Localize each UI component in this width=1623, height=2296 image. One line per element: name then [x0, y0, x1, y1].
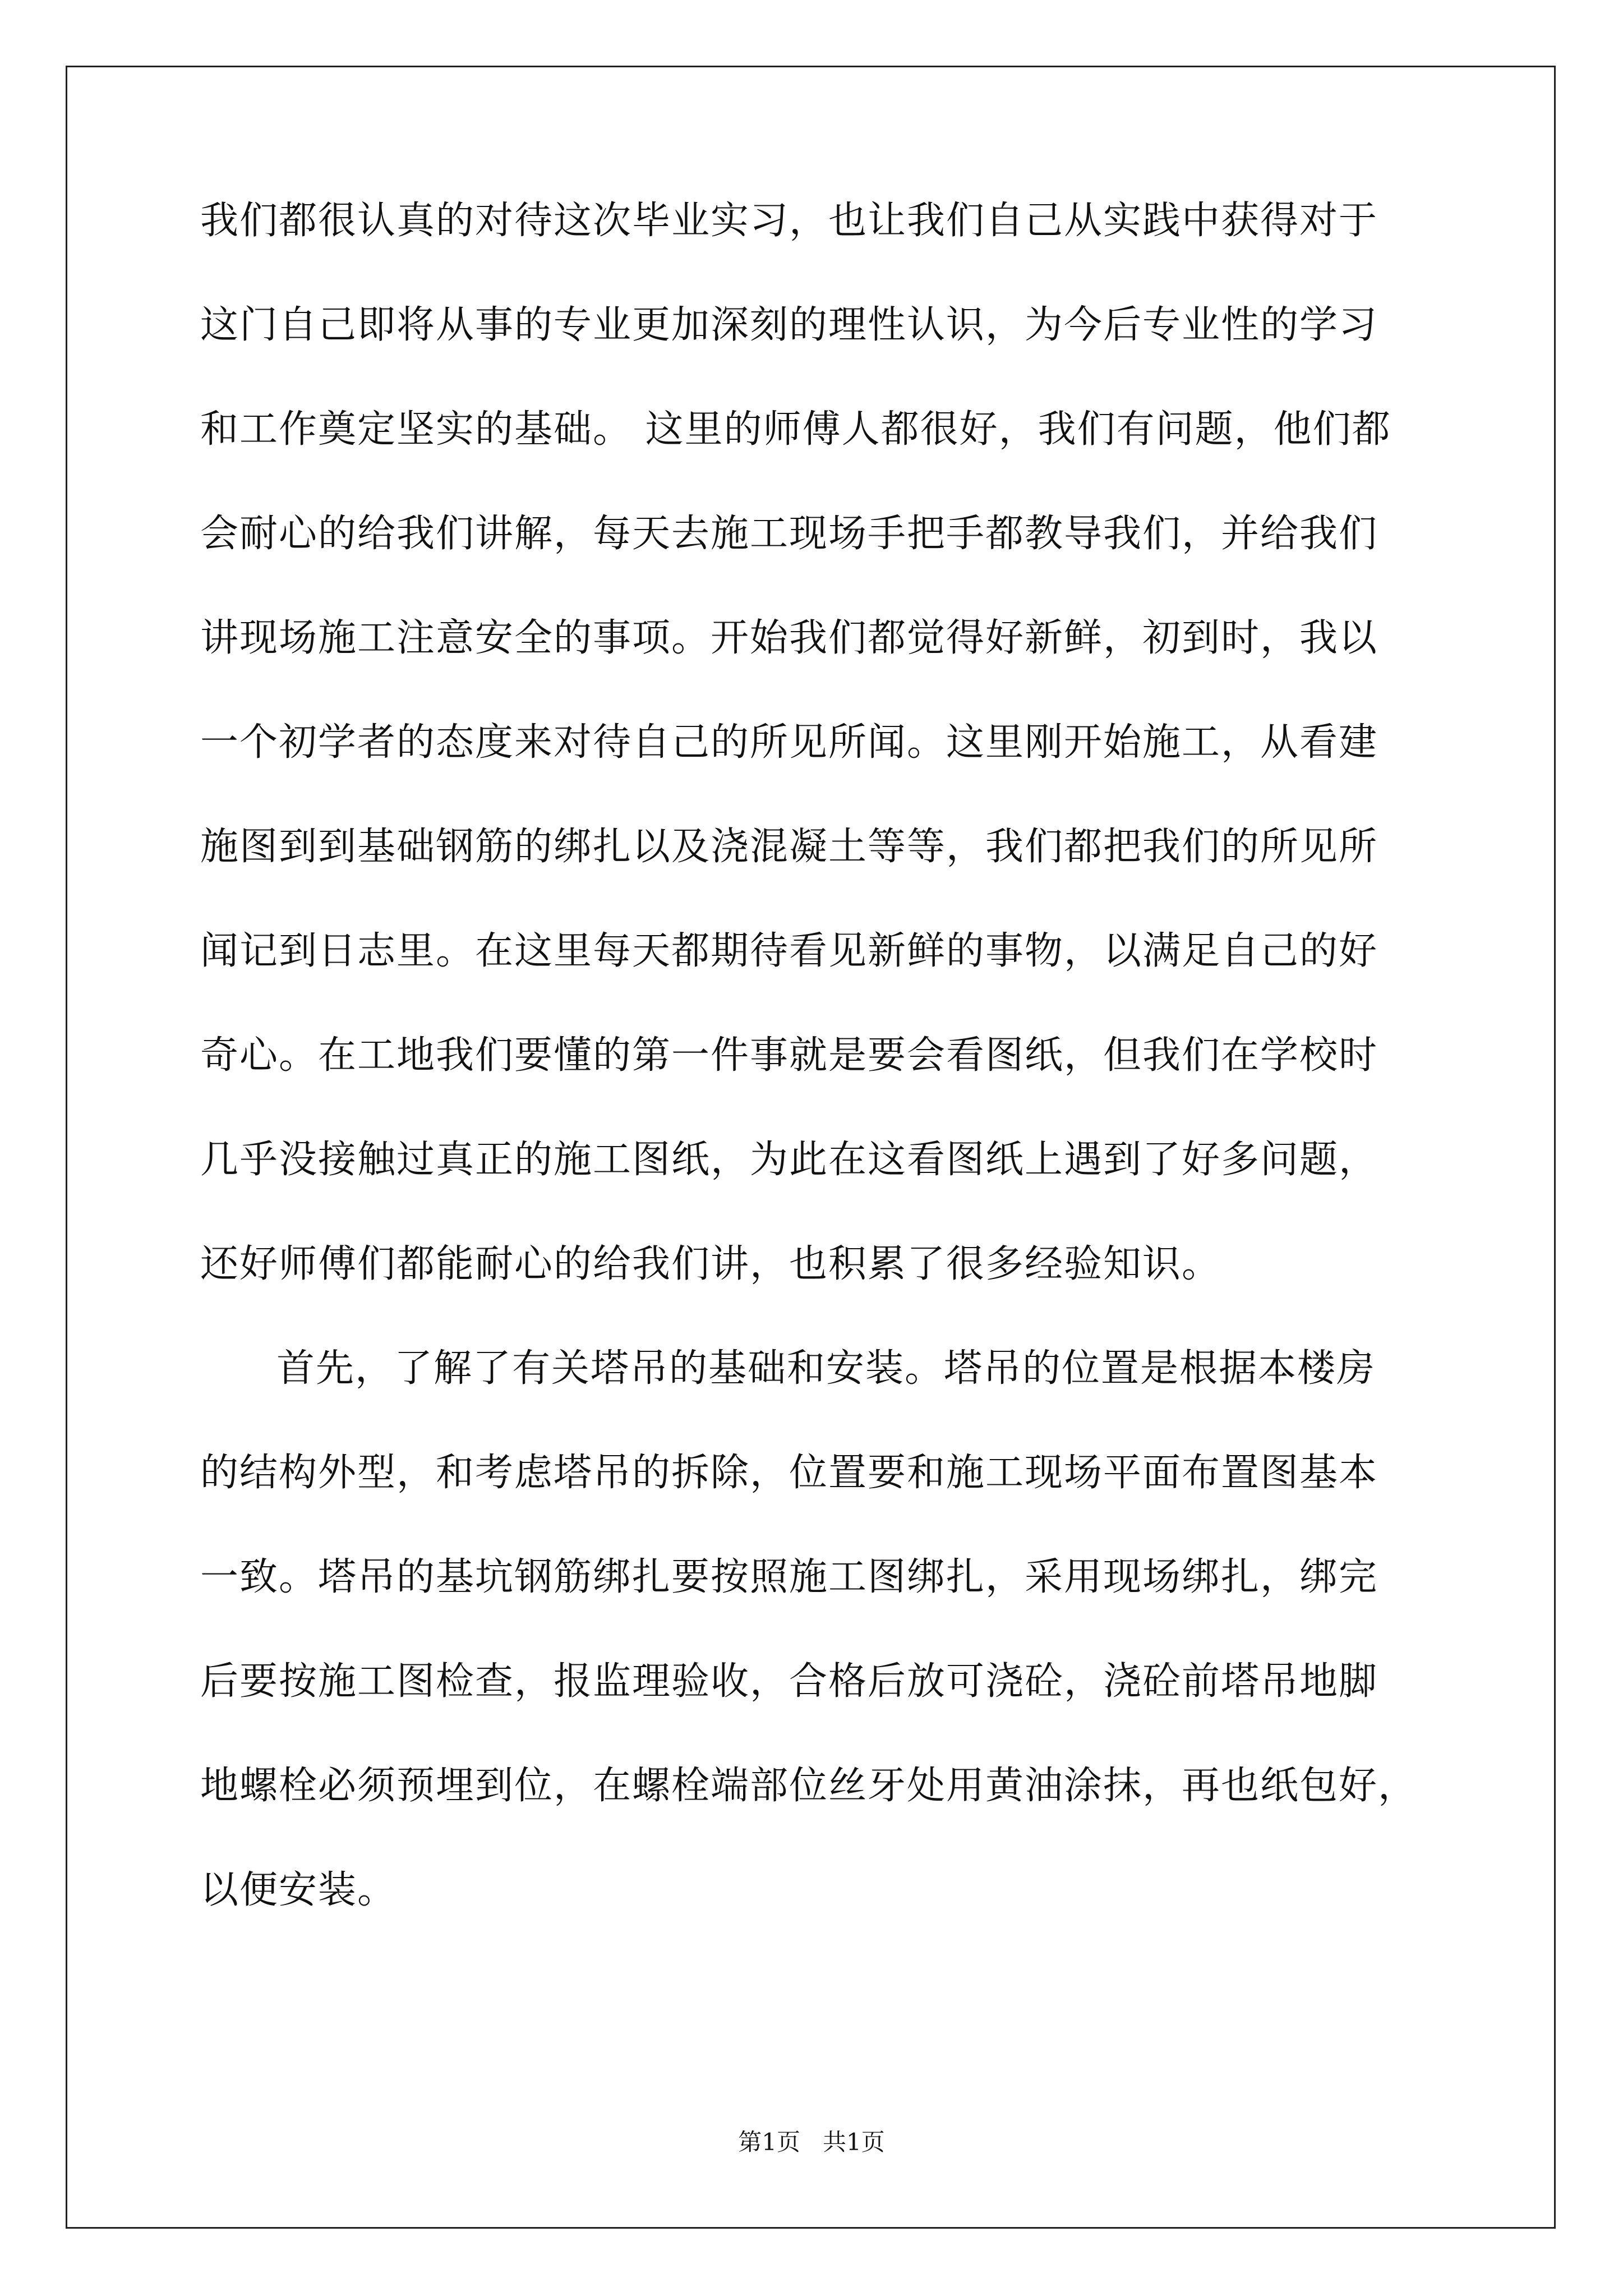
paragraph-1-line-9: 奇心。在工地我们要懂的第一件事就是要会看图纸，但我们在学校时: [200, 1033, 1378, 1078]
paragraph-2-line-2: 的结构外型，和考虑塔吊的拆除，位置要和施工现场平面布置图基本: [200, 1451, 1378, 1495]
paragraph-1-line-10: 几乎没接触过真正的施工图纸，为此在这看图纸上遇到了好多问题，: [200, 1138, 1378, 1182]
paragraph-2-line-5: 地螺栓必须预埋到位，在螺栓端部位丝牙处用黄油涂抹，再也纸包好，: [200, 1764, 1418, 1808]
document-body: [200, 199, 1456, 1976]
paragraph-1-line-11: 还好师傅们都能耐心的给我们讲，也积累了很多经验知识。: [200, 1242, 1221, 1286]
paragraph-2-line-3: 一致。塔吊的基坑钢筋绑扎要按照施工图绑扎，采用现场绑扎，绑完: [200, 1555, 1378, 1599]
paragraph-1-line-4: 会耐心的给我们讲解，每天去施工现场手把手都教导我们，并给我们: [200, 512, 1378, 556]
paragraph-1-line-7: 施图到到基础钢筋的绑扎以及浇混凝土等等，我们都把我们的所见所: [200, 825, 1378, 869]
paragraph-1-line-3: 和工作奠定坚实的基础。 这里的师傅人都很好，我们有问题，他们都: [200, 407, 1391, 452]
page-footer: [0, 2128, 1623, 2156]
paragraph-1-line-6: 一个初学者的态度来对待自己的所见所闻。这里刚开始施工，从看建: [200, 720, 1378, 765]
page-total: 共1页: [823, 2128, 885, 2156]
paragraph-1-line-1: 我们都很认真的对待这次毕业实习，也让我们自己从实践中获得对于: [200, 199, 1378, 243]
paragraph-1-line-8: 闻记到日志里。在这里每天都期待看见新鲜的事物，以满足自己的好: [200, 929, 1378, 973]
paragraph-2-line-1: 首先，了解了有关塔吊的基础和安装。塔吊的位置是根据本楼房: [276, 1346, 1376, 1391]
paragraph-1-line-2: 这门自己即将从事的专业更加深刻的理性认识，为今后专业性的学习: [200, 303, 1378, 347]
paragraph-2-line-4: 后要按施工图检查，报监理验收，合格后放可浇砼，浇砼前塔吊地脚: [200, 1659, 1378, 1704]
paragraph-2-line-6: 以便安装。: [200, 1868, 397, 1912]
paragraph-1-line-5: 讲现场施工注意安全的事项。开始我们都觉得好新鲜，初到时，我以: [200, 616, 1378, 660]
page-number: 第1页: [738, 2128, 800, 2156]
